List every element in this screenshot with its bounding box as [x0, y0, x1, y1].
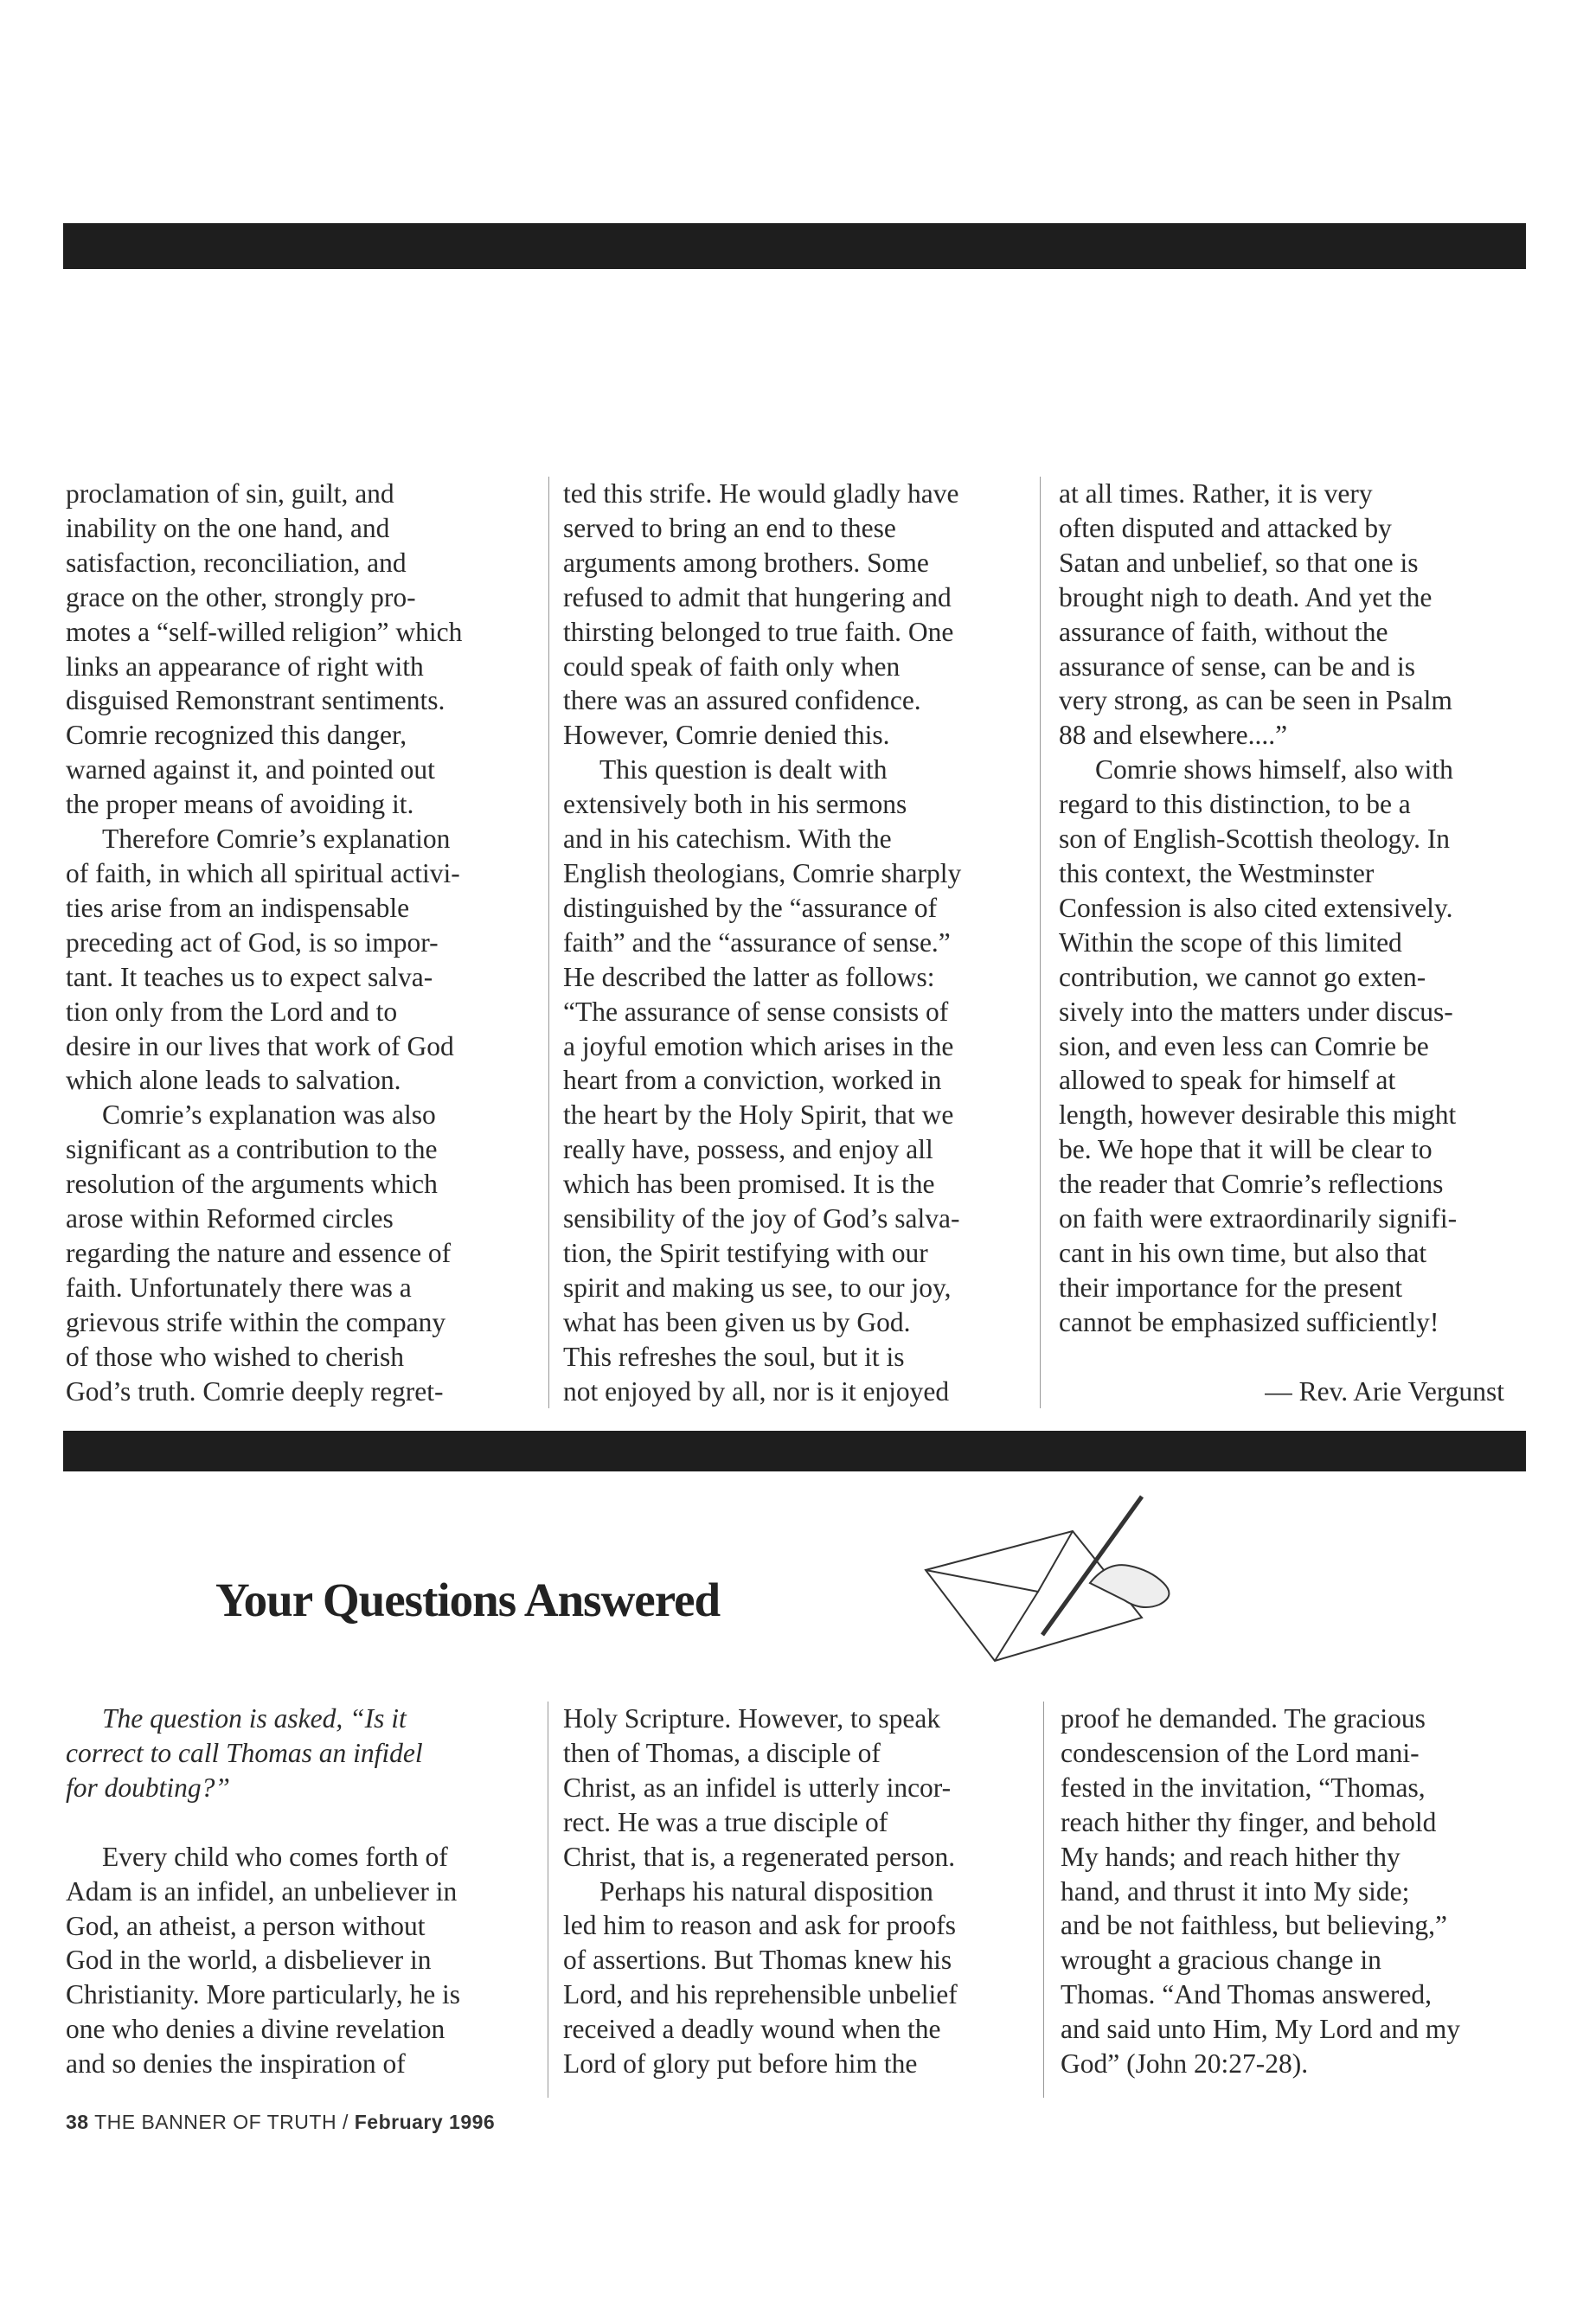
section-divider-bar [63, 1431, 1526, 1471]
text-line: fested in the invitation, “Thomas, [1061, 1772, 1426, 1803]
text-line: God in the world, a disbeliever in [66, 1945, 432, 1976]
text-line: Christ, that is, a regenerated person. [563, 1841, 956, 1872]
text-line: and so denies the inspiration of [66, 2048, 406, 2080]
text-line: really have, possess, and enjoy all [563, 1134, 933, 1165]
text-line: The question is asked, “Is it [102, 1703, 407, 1734]
text-line: thirsting belonged to true faith. One [563, 616, 954, 647]
column-rule [548, 477, 549, 1408]
text-line: a joyful emotion which arises in the [563, 1030, 954, 1061]
text-line: distinguished by the “assurance of [563, 892, 938, 923]
text-line: faith” and the “assurance of sense.” [563, 926, 951, 958]
text-line: Confession is also cited extensively. [1059, 892, 1453, 923]
text-line: assurance of sense, can be and is [1059, 651, 1415, 682]
column-rule [1043, 1702, 1044, 2098]
text-line: 88 and elsewhere....” [1059, 720, 1288, 751]
text-line: Every child who comes forth of [102, 1841, 448, 1872]
text-line: son of English-Scottish theology. In [1059, 824, 1451, 855]
section-title: Your Questions Answered [215, 1574, 721, 1626]
text-line: brought nigh to death. And yet the [1059, 581, 1433, 612]
text-line: regarding the nature and essence of [66, 1237, 452, 1268]
column-rule [1040, 477, 1041, 1408]
text-line: God” (John 20:27-28). [1061, 2048, 1309, 2080]
text-line: Comrie recognized this danger, [66, 720, 407, 751]
text-line: one who denies a divine revelation [66, 2014, 445, 2045]
text-line: desire in our lives that work of God [66, 1030, 454, 1061]
text-line: Comrie’s explanation was also [102, 1099, 436, 1131]
text-line: not enjoyed by all, nor is it enjoyed [563, 1375, 950, 1407]
publication-name: THE BANNER OF TRUTH / [94, 2111, 349, 2133]
text-line: length, however desirable this might [1059, 1099, 1457, 1131]
envelope-pen-illustration [917, 1488, 1211, 1670]
text-line: Christianity. More particularly, he is [66, 1979, 461, 2010]
text-line: could speak of faith only when [563, 651, 901, 682]
text-line: cant in his own time, but also that [1059, 1237, 1427, 1268]
text-line: However, Comrie denied this. [563, 720, 890, 751]
text-line: then of Thomas, a disciple of [563, 1737, 881, 1768]
text-line: the proper means of avoiding it. [66, 789, 414, 820]
text-line: faith. Unfortunately there was a [66, 1272, 412, 1303]
text-line: Lord, and his reprehensible unbelief [563, 1979, 958, 2010]
text-line: preceding act of God, is so impor- [66, 926, 439, 958]
text-line: spirit and making us see, to our joy, [563, 1272, 952, 1303]
text-line: heart from a conviction, worked in [563, 1065, 942, 1096]
spacer [1059, 1340, 1522, 1375]
text-line: wrought a gracious change in [1061, 1945, 1381, 1976]
question-column-2 [563, 1702, 1026, 2081]
question-column-3 [1061, 1702, 1523, 2081]
text-line: My hands; and reach hither thy [1061, 1841, 1401, 1872]
spacer [66, 1805, 529, 1840]
text-line: satisfaction, reconciliation, and [66, 547, 407, 578]
text-line: which alone leads to salvation. [66, 1065, 401, 1096]
article-column-2 [563, 477, 1026, 1408]
text-line: sensibility of the joy of God’s salva- [563, 1203, 960, 1234]
text-line: and be not faithless, but believing,” [1061, 1910, 1448, 1941]
text-line: This question is dealt with [599, 754, 888, 785]
text-line: Within the scope of this limited [1059, 926, 1402, 958]
text-line: reach hither thy finger, and behold [1061, 1806, 1437, 1837]
text-line: and said unto Him, My Lord and my [1061, 2014, 1460, 2045]
text-line: significant as a contribution to the [66, 1134, 438, 1165]
question-column-1 [66, 1702, 529, 2081]
text-line: Therefore Comrie’s explanation [102, 824, 451, 855]
text-line: of assertions. But Thomas knew his [563, 1945, 952, 1976]
text-line: This refreshes the soul, but it is [563, 1341, 905, 1372]
text-line: Holy Scripture. However, to speak [563, 1703, 941, 1734]
text-line: God, an atheist, a person without [66, 1910, 426, 1941]
text-line: He described the latter as follows: [563, 961, 935, 992]
text-line: often disputed and attacked by [1059, 512, 1392, 543]
text-line: grace on the other, strongly pro- [66, 581, 416, 612]
text-line: contribution, we cannot go exten- [1059, 961, 1426, 992]
text-line: rect. He was a true disciple of [563, 1806, 888, 1837]
text-line: very strong, as can be seen in Psalm [1059, 685, 1452, 716]
top-divider-bar [63, 223, 1526, 269]
text-line: which has been promised. It is the [563, 1169, 935, 1200]
issue-date: February 1996 [354, 2111, 496, 2133]
text-line: be. We hope that it will be clear to [1059, 1134, 1433, 1165]
text-line: “The assurance of sense consists of [563, 996, 949, 1027]
text-line: assurance of faith, without the [1059, 616, 1388, 647]
text-line: this context, the Westminster [1059, 857, 1375, 888]
text-line: English theologians, Comrie sharply [563, 857, 962, 888]
text-line: sively into the matters under discus- [1059, 996, 1453, 1027]
text-line: hand, and thrust it into My side; [1061, 1875, 1410, 1907]
text-line: refused to admit that hungering and [563, 581, 952, 612]
text-line: tant. It teaches us to expect salva- [66, 961, 433, 992]
text-line: proclamation of sin, guilt, and [66, 478, 394, 509]
text-line: the heart by the Holy Spirit, that we [563, 1099, 954, 1131]
text-line: there was an assured confidence. [563, 685, 921, 716]
article-column-1 [66, 477, 529, 1408]
text-line: Satan and unbelief, so that one is [1059, 547, 1419, 578]
text-line: resolution of the arguments which [66, 1169, 438, 1200]
text-line: arose within Reformed circles [66, 1203, 394, 1234]
text-line: motes a “self-willed religion” which [66, 616, 463, 647]
text-line: arguments among brothers. Some [563, 547, 929, 578]
text-line: correct to call Thomas an infidel [66, 1737, 423, 1768]
text-line: the reader that Comrie’s reflections [1059, 1169, 1444, 1200]
page-footer [66, 2111, 495, 2134]
text-line: proof he demanded. The gracious [1061, 1703, 1426, 1734]
article-column-3 [1059, 477, 1522, 1409]
author-signature: — Rev. Arie Vergunst [1265, 1375, 1504, 1407]
text-line: grievous strife within the company [66, 1306, 446, 1337]
text-line: ted this strife. He would gladly have [563, 478, 959, 509]
text-line: and in his catechism. With the [563, 824, 892, 855]
text-line: led him to reason and ask for proofs [563, 1910, 957, 1941]
text-line: God’s truth. Comrie deeply regret- [66, 1375, 444, 1407]
text-line: allowed to speak for himself at [1059, 1065, 1396, 1096]
envelope-icon [926, 1531, 1142, 1661]
text-line: extensively both in his sermons [563, 789, 907, 820]
text-line: what has been given us by God. [563, 1306, 911, 1337]
text-line: on faith were extraordinarily signifi- [1059, 1203, 1458, 1234]
hand-icon [1090, 1565, 1169, 1607]
text-line: links an appearance of right with [66, 651, 424, 682]
text-line: warned against it, and pointed out [66, 754, 435, 785]
text-line: received a deadly wound when the [563, 2014, 941, 2045]
text-line: Comrie shows himself, also with [1095, 754, 1453, 785]
text-line: of faith, in which all spiritual activi- [66, 857, 460, 888]
text-line: for doubting?” [66, 1772, 230, 1803]
text-line: ties arise from an indispensable [66, 892, 410, 923]
text-line: Adam is an infidel, an unbeliever in [66, 1875, 458, 1907]
text-line: condescension of the Lord mani- [1061, 1737, 1420, 1768]
text-line: Christ, as an infidel is utterly incor- [563, 1772, 952, 1803]
page-number: 38 [66, 2111, 89, 2133]
text-line: tion, the Spirit testifying with our [563, 1237, 928, 1268]
text-line: served to bring an end to these [563, 512, 896, 543]
text-line: of those who wished to cherish [66, 1341, 405, 1372]
text-line: regard to this distinction, to be a [1059, 789, 1411, 820]
text-line: inability on the one hand, and [66, 512, 390, 543]
text-line: Perhaps his natural disposition [599, 1875, 933, 1907]
text-line: Lord of glory put before him the [563, 2048, 918, 2080]
text-line: disguised Remonstrant sentiments. [66, 685, 445, 716]
text-line: at all times. Rather, it is very [1059, 478, 1373, 509]
text-line: sion, and even less can Comrie be [1059, 1030, 1429, 1061]
text-line: their importance for the present [1059, 1272, 1403, 1303]
text-line: cannot be emphasized sufficiently! [1059, 1306, 1439, 1337]
text-line: tion only from the Lord and to [66, 996, 398, 1027]
text-line: Thomas. “And Thomas answered, [1061, 1979, 1432, 2010]
